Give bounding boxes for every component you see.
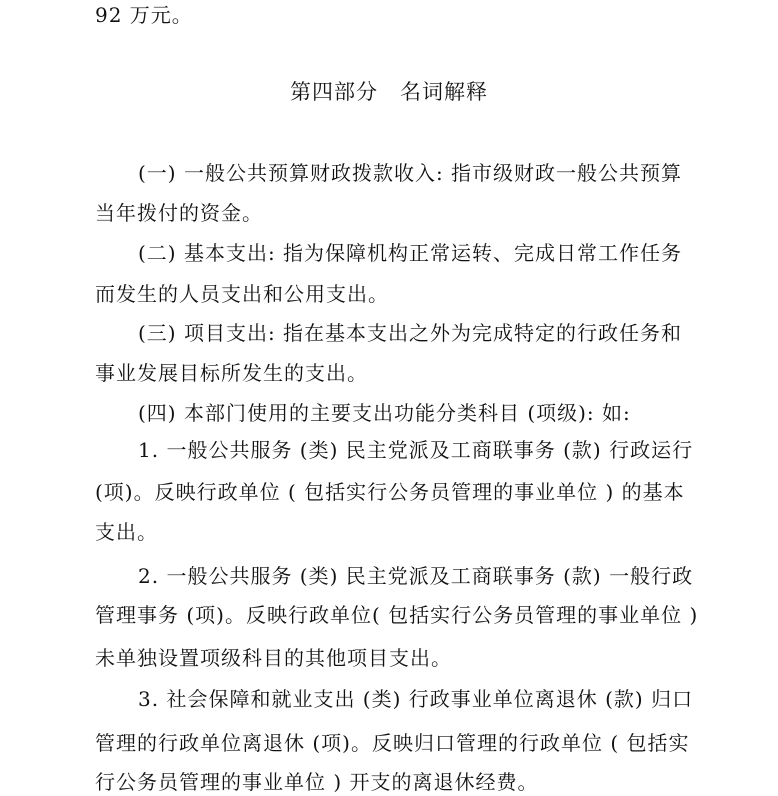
paragraph-line: 支出。 (95, 520, 158, 544)
section-title: 第四部分 名词解释 (290, 80, 488, 104)
paragraph-line: (项)。反映行政单位 ( 包括实行公务员管理的事业单位 ) 的基本 (95, 480, 685, 504)
paragraph-line: (二) 基本支出: 指为保障机构正常运转、完成日常工作任务 (138, 241, 683, 265)
paragraph-line: 2. 一般公共服务 (类) 民主党派及工商联事务 (款) 一般行政 (138, 564, 694, 588)
paragraph-line: (四) 本部门使用的主要支出功能分类科目 (项级): 如: (138, 401, 631, 425)
paragraph-line: (一) 一般公共预算财政拨款收入: 指市级财政一般公共预算 (138, 161, 683, 185)
paragraph-line: 行公务员管理的事业单位 ) 开支的离退休经费。 (95, 770, 539, 794)
paragraph-line: 事业发展目标所发生的支出。 (95, 361, 368, 385)
paragraph-line: (三) 项目支出: 指在基本支出之外为完成特定的行政任务和 (138, 321, 683, 345)
paragraph-line: 3. 社会保障和就业支出 (类) 行政事业单位离退休 (款) 归口 (138, 687, 694, 711)
paragraph-line: 管理事务 (项)。反映行政单位( 包括实行公务员管理的事业单位 ) (95, 603, 699, 627)
paragraph-line: 而发生的人员支出和公用支出。 (95, 282, 389, 306)
paragraph-line: 未单独设置项级科目的其他项目支出。 (95, 646, 452, 670)
paragraph-line: 当年拨付的资金。 (95, 201, 263, 225)
paragraph-line: 1. 一般公共服务 (类) 民主党派及工商联事务 (款) 行政运行 (138, 438, 694, 462)
previous-page-fragment: 92 万元。 (95, 3, 193, 27)
paragraph-line: 管理的行政单位离退休 (项)。反映归口管理的行政单位 ( 包括实 (95, 731, 690, 755)
